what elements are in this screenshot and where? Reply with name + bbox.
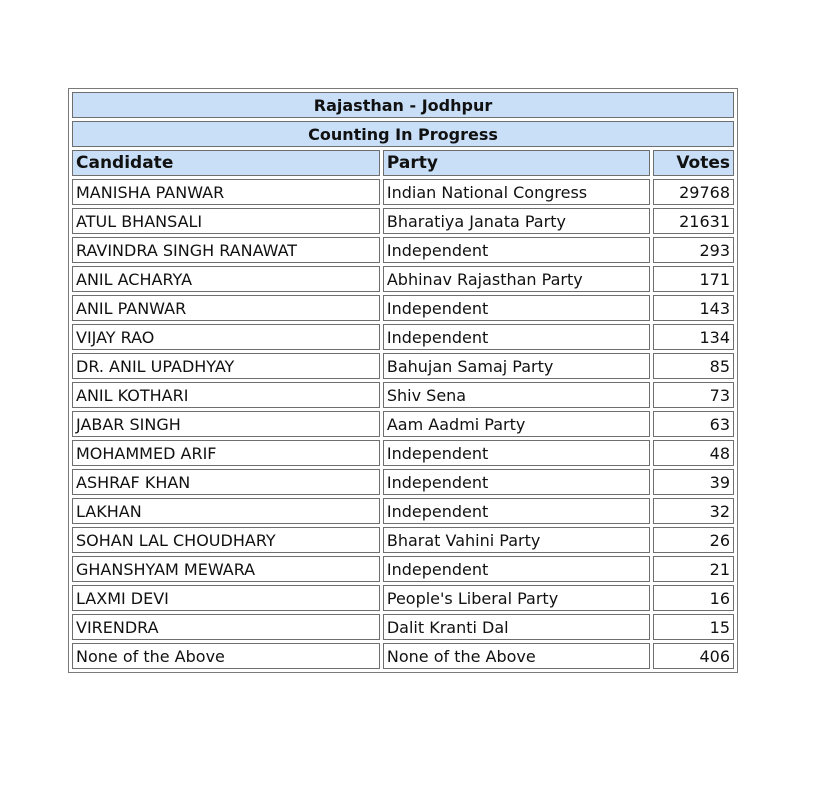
votes-cell: 406 <box>653 643 734 669</box>
table-row <box>72 469 734 495</box>
candidate-cell: JABAR SINGH <box>72 411 380 437</box>
party-cell: Abhinav Rajasthan Party <box>383 266 651 292</box>
title-row <box>72 92 734 118</box>
votes-cell: 21631 <box>653 208 734 234</box>
party-cell: Independent <box>383 556 651 582</box>
candidate-cell: DR. ANIL UPADHYAY <box>72 353 380 379</box>
candidate-column-header: Candidate <box>72 150 380 176</box>
candidate-cell: ANIL KOTHARI <box>72 382 380 408</box>
table-row <box>72 266 734 292</box>
votes-cell: 16 <box>653 585 734 611</box>
party-cell: Independent <box>383 324 651 350</box>
party-cell: Dalit Kranti Dal <box>383 614 651 640</box>
candidate-cell: LAXMI DEVI <box>72 585 380 611</box>
constituency-title: Rajasthan - Jodhpur <box>72 92 734 118</box>
table-row <box>72 324 734 350</box>
votes-cell: 26 <box>653 527 734 553</box>
votes-cell: 48 <box>653 440 734 466</box>
candidate-cell: LAKHAN <box>72 498 380 524</box>
candidate-cell: SOHAN LAL CHOUDHARY <box>72 527 380 553</box>
votes-cell: 21 <box>653 556 734 582</box>
table-row <box>72 237 734 263</box>
party-column-header: Party <box>383 150 651 176</box>
table-row <box>72 440 734 466</box>
table-row <box>72 498 734 524</box>
candidate-cell: MOHAMMED ARIF <box>72 440 380 466</box>
party-cell: Bharat Vahini Party <box>383 527 651 553</box>
votes-cell: 293 <box>653 237 734 263</box>
party-cell: Aam Aadmi Party <box>383 411 651 437</box>
table-row <box>72 208 734 234</box>
table-row <box>72 411 734 437</box>
candidate-cell: ASHRAF KHAN <box>72 469 380 495</box>
table-row <box>72 614 734 640</box>
votes-cell: 73 <box>653 382 734 408</box>
candidate-cell: GHANSHYAM MEWARA <box>72 556 380 582</box>
table-row <box>72 353 734 379</box>
results-table <box>68 88 738 673</box>
party-cell: Independent <box>383 295 651 321</box>
table-row <box>72 643 734 669</box>
votes-column-header: Votes <box>653 150 734 176</box>
counting-status: Counting In Progress <box>72 121 734 147</box>
votes-cell: 15 <box>653 614 734 640</box>
column-header-row <box>72 150 734 176</box>
votes-cell: 171 <box>653 266 734 292</box>
status-row <box>72 121 734 147</box>
party-cell: People's Liberal Party <box>383 585 651 611</box>
candidate-cell: ANIL PANWAR <box>72 295 380 321</box>
table-row <box>72 556 734 582</box>
votes-cell: 63 <box>653 411 734 437</box>
candidate-cell: MANISHA PANWAR <box>72 179 380 205</box>
party-cell: Independent <box>383 469 651 495</box>
party-cell: Bahujan Samaj Party <box>383 353 651 379</box>
table-row <box>72 585 734 611</box>
party-cell: Independent <box>383 498 651 524</box>
candidate-cell: ANIL ACHARYA <box>72 266 380 292</box>
party-cell: Bharatiya Janata Party <box>383 208 651 234</box>
table-row <box>72 179 734 205</box>
votes-cell: 39 <box>653 469 734 495</box>
candidate-cell: VIJAY RAO <box>72 324 380 350</box>
table-row <box>72 527 734 553</box>
votes-cell: 143 <box>653 295 734 321</box>
party-cell: Indian National Congress <box>383 179 651 205</box>
candidate-cell: ATUL BHANSALI <box>72 208 380 234</box>
party-cell: Shiv Sena <box>383 382 651 408</box>
votes-cell: 134 <box>653 324 734 350</box>
votes-cell: 85 <box>653 353 734 379</box>
candidate-cell: RAVINDRA SINGH RANAWAT <box>72 237 380 263</box>
party-cell: None of the Above <box>383 643 651 669</box>
candidate-cell: None of the Above <box>72 643 380 669</box>
votes-cell: 29768 <box>653 179 734 205</box>
candidate-cell: VIRENDRA <box>72 614 380 640</box>
table-row <box>72 382 734 408</box>
party-cell: Independent <box>383 237 651 263</box>
table-row <box>72 295 734 321</box>
votes-cell: 32 <box>653 498 734 524</box>
party-cell: Independent <box>383 440 651 466</box>
